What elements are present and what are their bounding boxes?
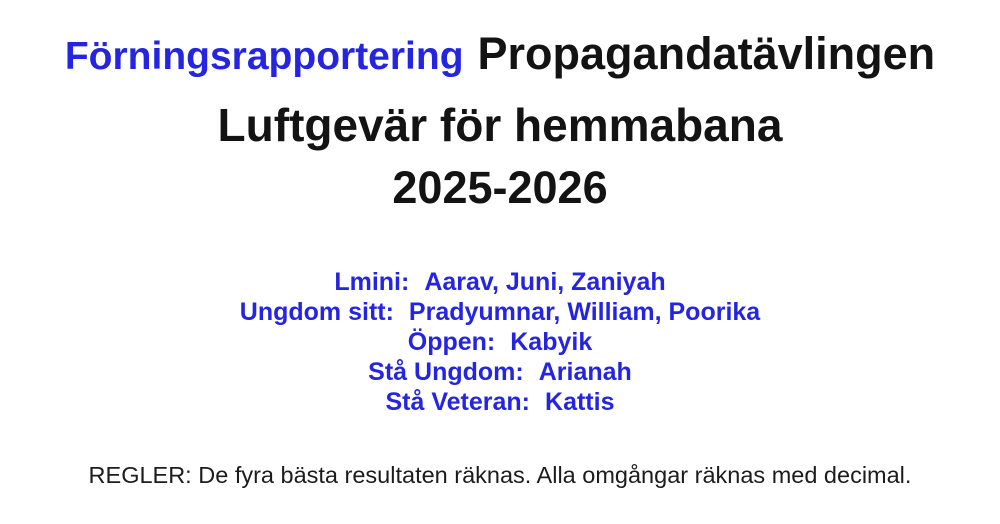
category-names: Kabyik (510, 328, 593, 356)
category-names: Aarav, Juni, Zaniyah (424, 268, 666, 296)
title-subtitle: Luftgevär för hemmabana (217, 99, 783, 151)
category-row-sta-ungdom (0, 357, 1000, 387)
category-label: Ungdom sitt: (239, 298, 394, 326)
category-row-sta-veteran (0, 387, 1000, 417)
title-prefix: Förningsrapportering (64, 35, 464, 78)
category-row-oppen (0, 327, 1000, 357)
rules-text: REGLER: De fyra bästa resultaten räknas. Alla omgångar räknas med decimal. (88, 462, 912, 488)
title-main: Propagandatävlingen (477, 28, 936, 79)
category-list (0, 267, 1000, 417)
category-label: Stå Veteran: (385, 388, 531, 416)
category-label: Öppen: (407, 328, 496, 356)
page-title (0, 24, 1000, 95)
category-names: Pradyumnar, William, Poorika (408, 298, 761, 326)
category-label: Stå Ungdom: (368, 358, 524, 386)
category-row-lmini (0, 267, 1000, 297)
category-names: Kattis (545, 388, 615, 416)
title-season: 2025-2026 (392, 162, 608, 213)
category-row-ungdom-sitt (0, 297, 1000, 327)
category-label: Lmini: (334, 268, 410, 296)
category-names: Arianah (538, 358, 632, 386)
